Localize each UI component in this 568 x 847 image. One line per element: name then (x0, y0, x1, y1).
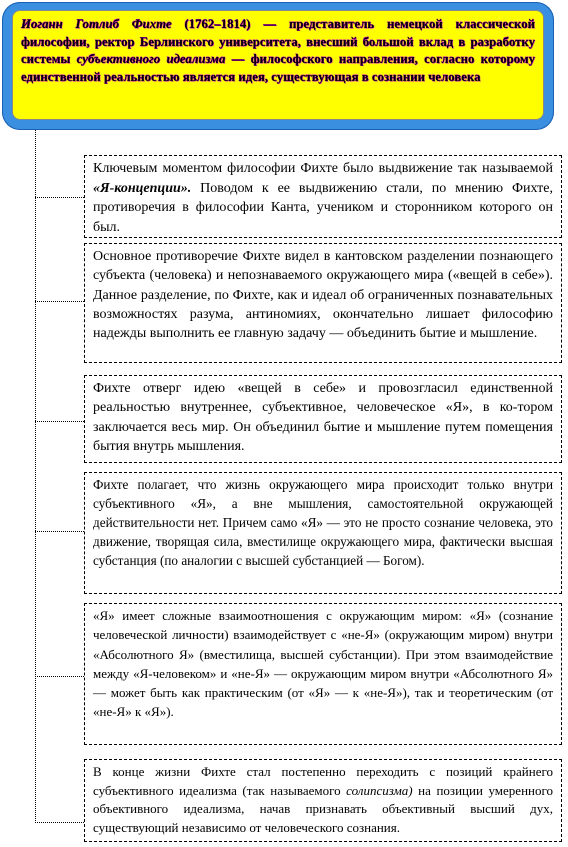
box-6-term: солипсизма) (346, 782, 413, 798)
box-6-text-2: на позиции умеренного объективного идеализма, начав признавать объективный высший дух, существующий независимо от человеческого сознания. (93, 782, 553, 835)
connector-vertical (35, 130, 36, 823)
connector-to-box-6 (35, 822, 84, 823)
header-frame (2, 2, 554, 130)
box-2-text: Основное противоречие Фихте видел в кантовском разделении познающего субъекта (человека) и непознаваемого окружающего мира («вещей в себе»). Данное разделение, по Фихте, как и идеал об ограниченных познавательных возможностях разума, антиномиях, окончательно лишает философию надежды выполнить ее главную задачу — объединить бытие и мышление. (93, 249, 553, 342)
box-5-text: «Я» имеет сложные взаимоотношения с окружающим миром: «Я» (сознание человеческой личности) взаимодействует с «не-Я» (окружающим миром) внутри «Абсолютного Я» (вместилища, высшей субстанции). При этом взаимодействие между «Я-человеком» и «не-Я» — окружающим миром внутри «Абсолютного Я» — может быть как практическим (от «Я» — к «не-Я»), так и теоретическим (от «не-Я» к «Я»). (93, 608, 553, 720)
box-3-text: Фихте отверг идею «вещей в себе» и провозгласил единственной реальностью внутреннее, субъективное, человеческое «Я», в ко-тором заключается весь мир. Он объединил бытие и мышление путем помещения бытия внутрь мышления. (93, 381, 553, 454)
text-box-ya-concept (84, 155, 562, 238)
text-box-late-views (84, 759, 562, 842)
connector-to-box-1 (35, 197, 84, 198)
connector-to-box-3 (35, 421, 84, 422)
header-name: Иоганн Готлиб Фихте (21, 17, 172, 31)
text-box-subjective-ya (84, 472, 562, 594)
connector-to-box-2 (35, 301, 84, 302)
box-1-text-1: Ключевым моментом философии Фихте было выдвижение так называемой (93, 161, 553, 176)
box-1-emphasis: «Я-концепции». (93, 180, 192, 196)
header-text-2: — философского направления, согласно которому единственной реальностью является идея, существующая в сознании человека (21, 52, 535, 84)
box-6-text-1: В конце жизни Фихте стал постепенно переходить с позиций крайнего субъективного идеализма (так называемого (93, 764, 553, 798)
box-1-text-2: Поводом к ее выдвижению стали, по мнению Фихте, противоречия в философии Канта, учеником и сторонником которого он был. (93, 180, 553, 235)
text-box-things-in-themselves (84, 375, 562, 463)
connector-to-box-4 (35, 531, 84, 532)
header-text-block (12, 10, 544, 120)
box-4-text: Фихте полагает, что жизнь окружающего мира происходит только внутри субъективного «Я», а вне мышления, самостоятельной окружающей действительности нет. Причем само «Я» — это не просто сознание человека, это движение, творящая сила, вместилище окружающего мира, фактически высшая субстанция (по аналогии с высшей субстанцией — Богом). (93, 477, 553, 568)
text-box-kant-contradiction (84, 243, 562, 363)
connector-to-box-5 (35, 676, 84, 677)
text-box-ya-and-ne-ya (84, 603, 562, 745)
header-term: субъективного идеализма (76, 52, 226, 66)
header-text-1: (1762–1814) — представитель немецкой классической философии, ректор Берлинского университета, внесший большой вклад в разработку системы (21, 17, 535, 66)
